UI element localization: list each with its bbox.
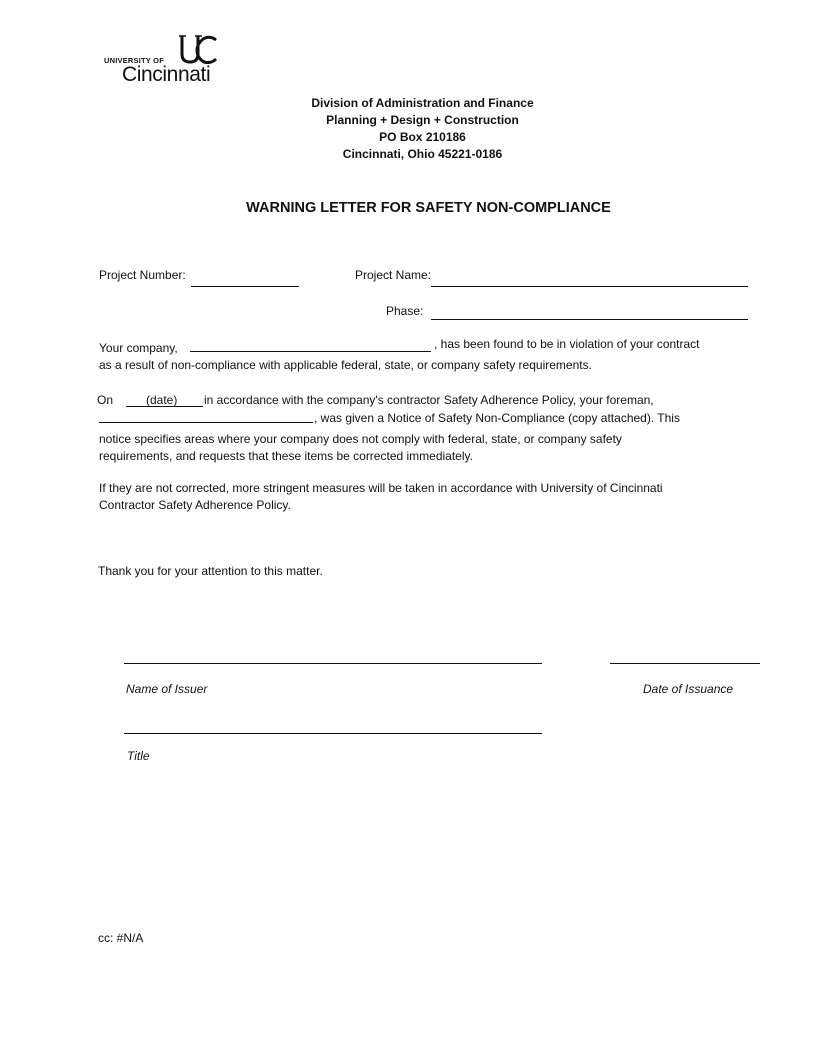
p2-requirements-text: requirements, and requests that these items be corrected immediately. bbox=[99, 449, 473, 463]
project-number-field[interactable] bbox=[191, 286, 299, 287]
company-name-field[interactable] bbox=[190, 351, 431, 352]
issuer-title-label: Title bbox=[127, 749, 150, 763]
project-name-label: Project Name: bbox=[355, 268, 432, 282]
p1-your-company: Your company, bbox=[99, 341, 178, 355]
p2-policy-text: in accordance with the company's contractor Safety Adherence Policy, your foreman, bbox=[204, 393, 654, 407]
date-placeholder: (date) bbox=[146, 393, 178, 407]
closing-thanks: Thank you for your attention to this matter. bbox=[98, 564, 323, 578]
p3-not-corrected-text: If they are not corrected, more stringent measures will be taken in accordance with University of Cincinnati bbox=[99, 481, 663, 495]
header-department: Planning + Design + Construction bbox=[326, 113, 519, 127]
header-po-box: PO Box 210186 bbox=[379, 130, 466, 144]
issuer-name-line[interactable] bbox=[124, 663, 542, 664]
p2-on: On bbox=[97, 393, 114, 407]
foreman-name-field[interactable] bbox=[99, 422, 313, 423]
page-title: WARNING LETTER FOR SAFETY NON-COMPLIANCE bbox=[246, 200, 611, 216]
project-name-field[interactable] bbox=[431, 286, 748, 287]
p3-policy-text: Contractor Safety Adherence Policy. bbox=[99, 498, 291, 512]
date-field[interactable] bbox=[126, 406, 203, 407]
logo-university-of: UNIVERSITY OF bbox=[104, 56, 164, 65]
p2-notice-text: , was given a Notice of Safety Non-Compliance (copy attached). This bbox=[314, 411, 680, 425]
uc-monogram-icon bbox=[176, 34, 222, 64]
phase-label: Phase: bbox=[386, 304, 424, 318]
issuer-title-line[interactable] bbox=[124, 733, 542, 734]
header-city: Cincinnati, Ohio 45221-0186 bbox=[342, 147, 503, 161]
logo-cincinnati: Cincinnati bbox=[122, 63, 211, 86]
issuance-date-line[interactable] bbox=[610, 663, 760, 664]
issuance-date-label: Date of Issuance bbox=[643, 682, 734, 696]
header-division: Division of Administration and Finance bbox=[311, 96, 534, 110]
phase-field[interactable] bbox=[431, 319, 748, 320]
cc-line: cc: #N/A bbox=[98, 931, 144, 945]
issuer-name-label: Name of Issuer bbox=[126, 682, 208, 696]
p1-violation-text: , has been found to be in violation of your contract bbox=[434, 337, 700, 351]
university-logo bbox=[103, 34, 233, 90]
project-number-label: Project Number: bbox=[99, 268, 186, 282]
p2-specifies-text: notice specifies areas where your company does not comply with federal, state, or company safety bbox=[99, 432, 622, 446]
p1-noncompliance-text: as a result of non-compliance with applicable federal, state, or company safety requirements. bbox=[99, 358, 592, 372]
